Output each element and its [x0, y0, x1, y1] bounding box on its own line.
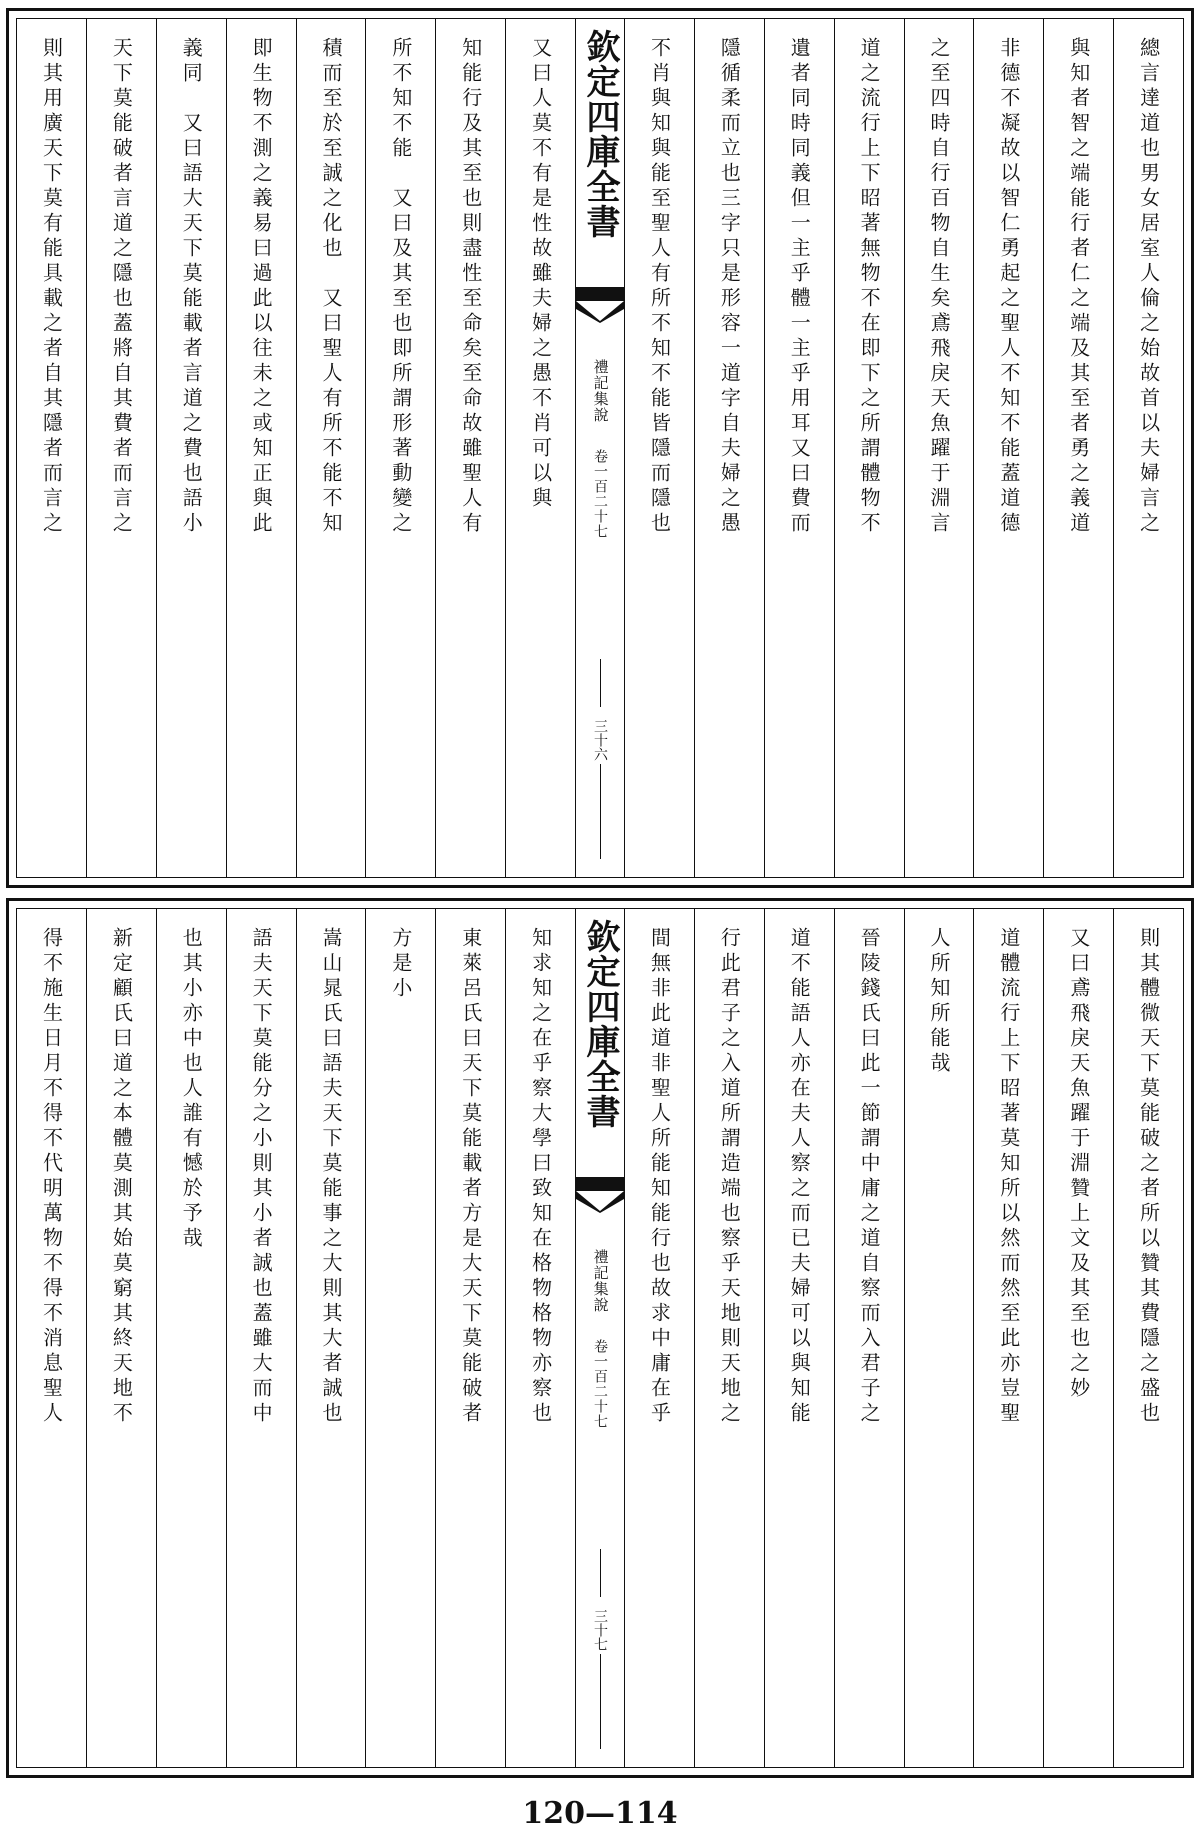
column-text: 也其小亦中也人誰有憾於予哉: [179, 927, 204, 1252]
text-column: [834, 909, 904, 1767]
column-text: 新定顧氏曰道之本體莫測其始莫窮其終天地不: [109, 927, 134, 1427]
text-column: [156, 19, 226, 877]
text-column: [973, 909, 1043, 1767]
text-column: [86, 909, 156, 1767]
text-column: [1043, 909, 1113, 1767]
column-text: 義同 又曰語大天下莫能載者言道之費也語小: [179, 37, 204, 537]
column-text: 方是小: [388, 927, 413, 1002]
leaf-number: 三十六: [592, 719, 608, 761]
column-text: 非德不凝故以智仁勇起之聖人不知不能蓋道德: [996, 37, 1021, 537]
text-column: [694, 19, 764, 877]
column-text: 總言達道也男女居室人倫之始故首以夫婦言之: [1136, 37, 1161, 537]
column-text: 天下莫能破者言道之隱也蓋將自其費者而言之: [109, 37, 134, 537]
book-title: 欽定四庫全書: [580, 29, 620, 239]
text-frame-top: [16, 18, 1184, 878]
text-column: [973, 19, 1043, 877]
column-text: 隱循柔而立也三字只是形容一道字自夫婦之愚: [717, 37, 742, 537]
text-column: [86, 19, 156, 877]
text-column: [156, 909, 226, 1767]
column-text: 與知者智之端能行者仁之端及其至者勇之義道: [1066, 37, 1091, 537]
text-column: [17, 909, 86, 1767]
column-text: 間無非此道非聖人所能知能行也故求中庸在乎: [647, 927, 672, 1427]
column-text: 之至四時自行百物自生矣鳶飛戾天魚躍于淵言: [926, 37, 951, 537]
text-column: [435, 19, 505, 877]
column-text: 積而至於至誠之化也 又曰聖人有所不能不知: [318, 37, 343, 537]
section-title: 禮記集說: [591, 1249, 610, 1313]
column-text: 即生物不測之義易曰過此以往未之或知正與此: [249, 37, 274, 537]
column-text: 所不知不能 又曰及其至也即所謂形著動變之: [388, 37, 413, 537]
column-text: 得不施生日月不得不代明萬物不得不消息聖人: [39, 927, 64, 1427]
column-text: 道不能語人亦在夫人察之而已夫婦可以與知能: [787, 927, 812, 1427]
column-text: 不肖與知與能至聖人有所不知不能皆隱而隱也: [647, 37, 672, 537]
column-text: 知求知之在乎察大學曰致知在格物格物亦察也: [528, 927, 553, 1427]
center-fold-column: [575, 19, 624, 877]
section-title: 禮記集說: [591, 359, 610, 423]
text-column: [624, 909, 694, 1767]
text-column: [296, 909, 366, 1767]
column-text: 東萊呂氏曰天下莫能載者方是大天下莫能破者: [458, 927, 483, 1427]
text-column: [904, 909, 974, 1767]
text-column: [505, 19, 575, 877]
text-column: [764, 909, 834, 1767]
leaf-number: 三十七: [592, 1609, 608, 1651]
page-bottom: [6, 898, 1194, 1778]
text-column: [505, 909, 575, 1767]
text-column: [365, 909, 435, 1767]
column-text: 遺者同時同義但一主乎體一主乎用耳又曰費而: [787, 37, 812, 537]
column-text: 又曰人莫不有是性故雖夫婦之愚不肖可以與: [528, 37, 553, 512]
text-column: [296, 19, 366, 877]
column-text: 又曰鳶飛戾天魚躍于淵贊上文及其至也之妙: [1066, 927, 1091, 1402]
column-text: 語夫天下莫能分之小則其小者誠也蓋雖大而中: [249, 927, 274, 1427]
page-top: [6, 8, 1194, 888]
column-text: 晉陵錢氏曰此一節謂中庸之道自察而入君子之: [857, 927, 882, 1427]
volume-label: 卷一百二十七: [592, 449, 609, 539]
column-text: 知能行及其至也則盡性至命矣至命故雖聖人有: [458, 37, 483, 537]
text-column: [1113, 909, 1183, 1767]
column-text: 道體流行上下昭著莫知所以然而然至此亦豈聖: [996, 927, 1021, 1427]
text-column: [624, 19, 694, 877]
fishtail-ornament: [576, 1177, 624, 1213]
column-text: 嵩山晁氏曰語夫天下莫能事之大則其大者誠也: [318, 927, 343, 1427]
text-column: [17, 19, 86, 877]
text-column: [226, 909, 296, 1767]
volume-label: 卷一百二十七: [592, 1339, 609, 1429]
column-text: 人所知所能哉: [926, 927, 951, 1077]
text-column: [435, 909, 505, 1767]
text-column: [834, 19, 904, 877]
text-column: [904, 19, 974, 877]
fold-rule: [600, 764, 601, 859]
text-column: [365, 19, 435, 877]
fold-rule: [600, 659, 601, 707]
fold-rule: [600, 1654, 601, 1749]
text-column: [1113, 19, 1183, 877]
center-fold-column: [575, 909, 624, 1767]
fold-rule: [600, 1549, 601, 1597]
page-number: 120—114: [522, 1796, 678, 1831]
column-text: 道之流行上下昭著無物不在即下之所謂體物不: [857, 37, 882, 537]
text-column: [764, 19, 834, 877]
column-text: 行此君子之入道所謂造端也察乎天地則天地之: [717, 927, 742, 1427]
text-frame-bottom: [16, 908, 1184, 1768]
column-text: 則其體微天下莫能破之者所以贊其費隱之盛也: [1136, 927, 1161, 1427]
fishtail-ornament: [576, 287, 624, 323]
text-column: [694, 909, 764, 1767]
column-text: 則其用廣天下莫有能具載之者自其隱者而言之: [39, 37, 64, 537]
text-column: [226, 19, 296, 877]
book-title: 欽定四庫全書: [580, 919, 620, 1129]
text-column: [1043, 19, 1113, 877]
